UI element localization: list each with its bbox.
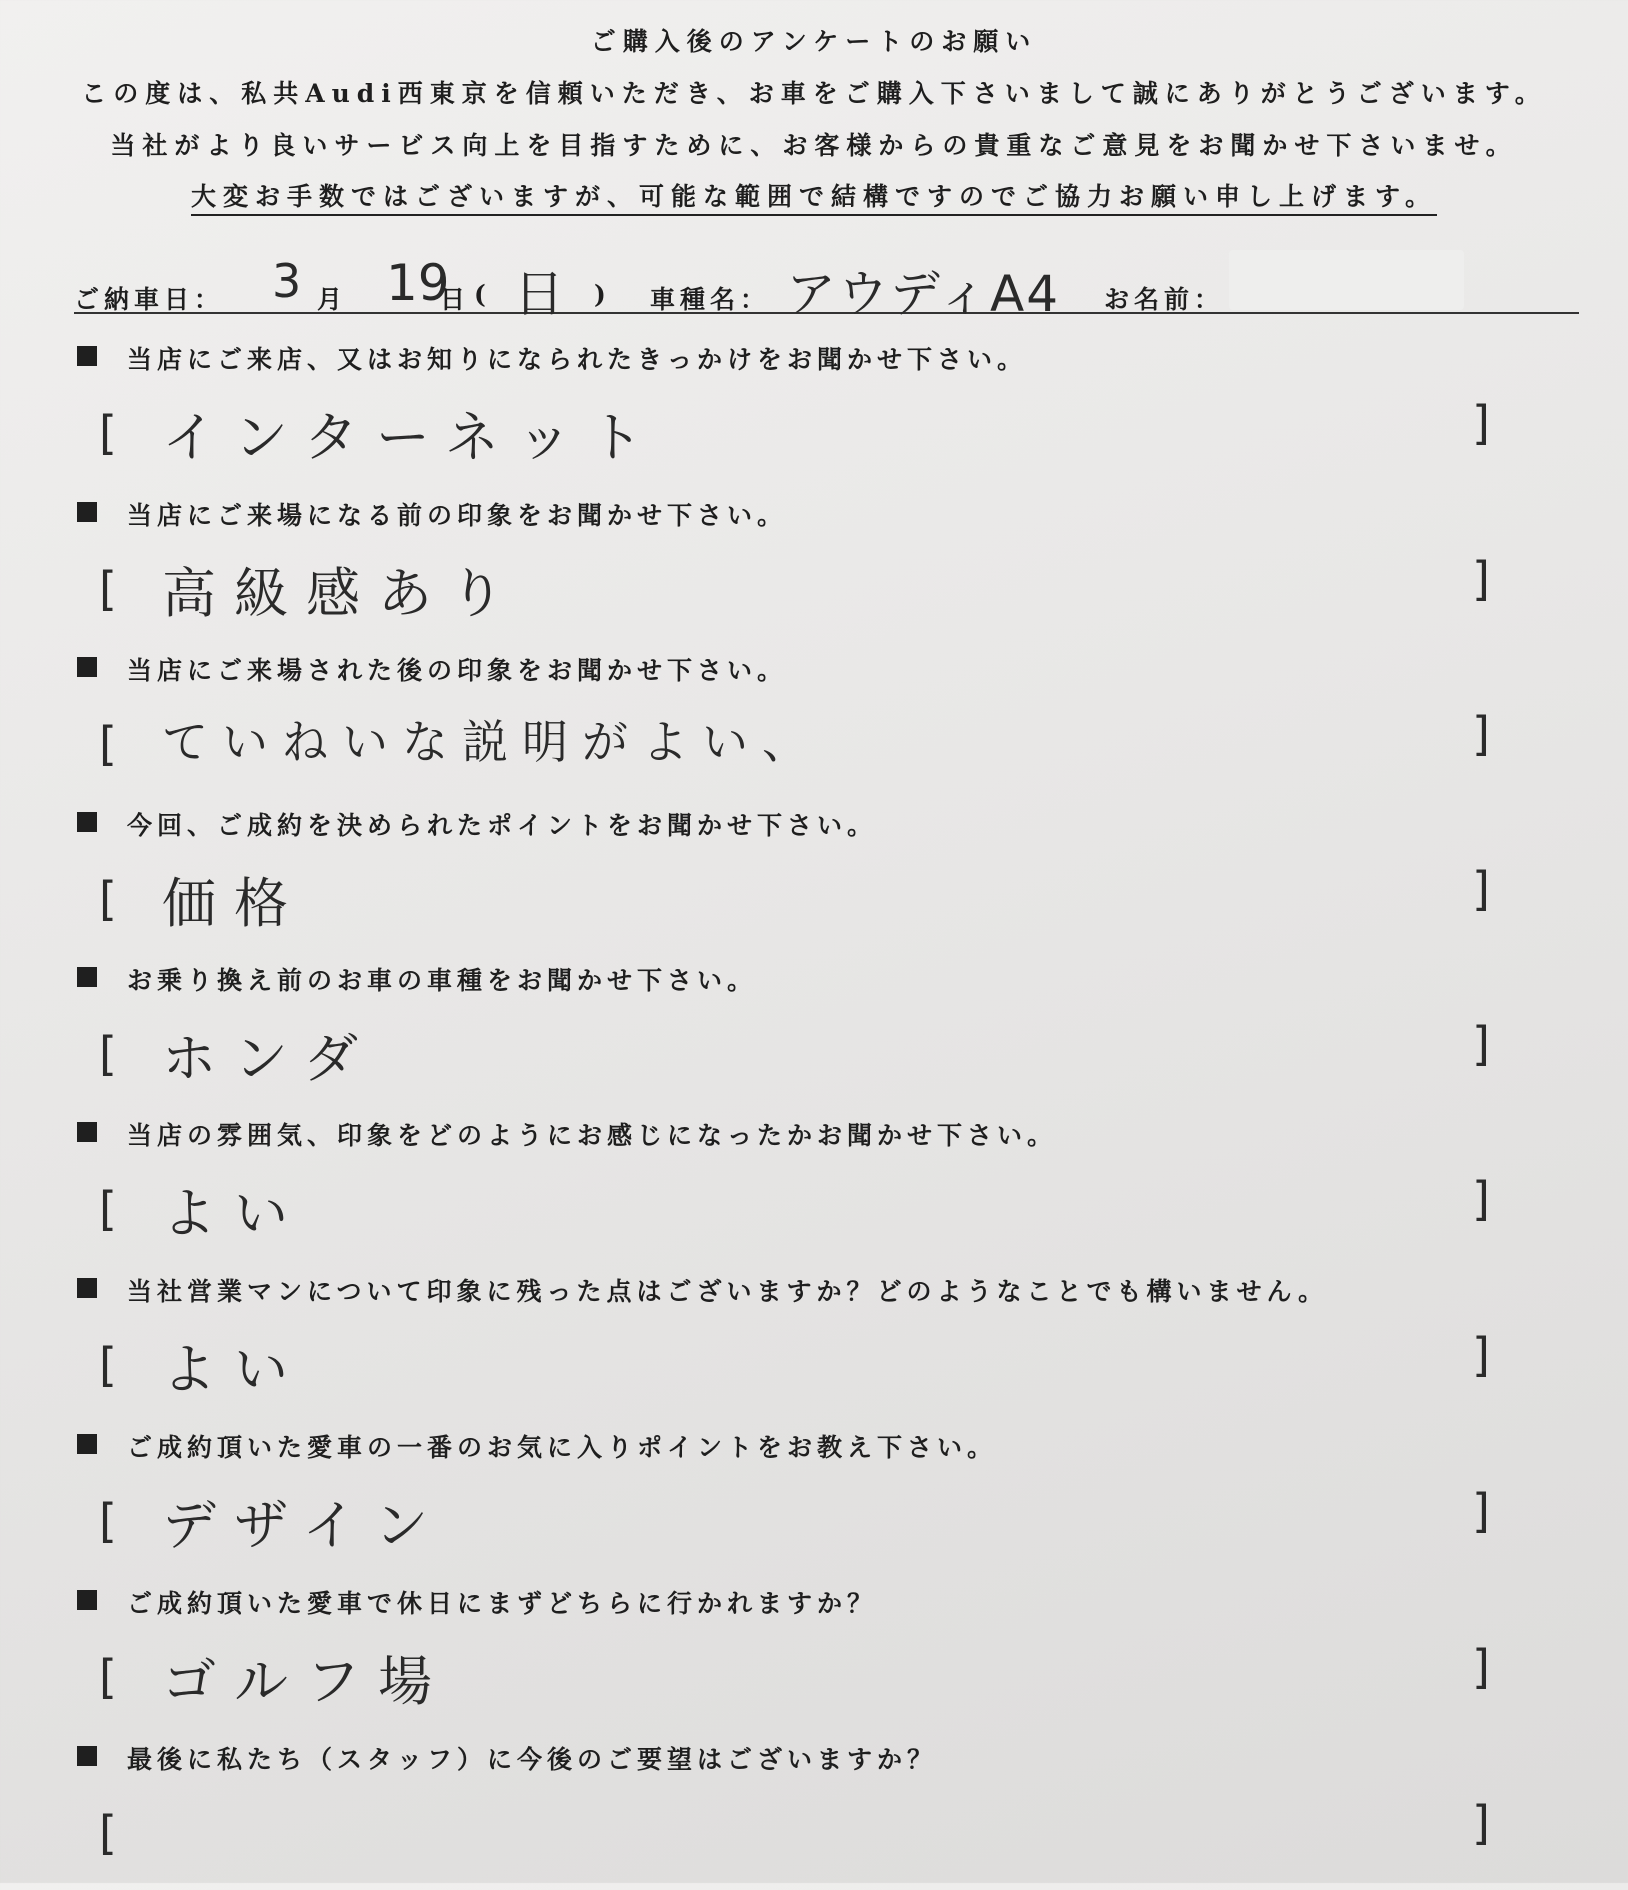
weekday-close-paren: ) bbox=[594, 280, 611, 309]
close-bracket: ] bbox=[1472, 1640, 1490, 1694]
answer-field[interactable]: デザイン bbox=[162, 1494, 447, 1557]
close-bracket: ] bbox=[1472, 862, 1490, 916]
open-bracket: [ bbox=[99, 1182, 117, 1236]
answer-field[interactable]: ていねいな説明がよい、 bbox=[162, 715, 822, 769]
question-text: 当店にご来場になる前の印象をお聞かせ下さい。 bbox=[127, 501, 788, 530]
bullet-square-icon bbox=[77, 1434, 97, 1454]
bullet-square-icon bbox=[77, 967, 97, 987]
answer-field[interactable]: 高級感あり bbox=[162, 562, 522, 625]
bullet-square-icon bbox=[77, 1122, 97, 1142]
bullet-square-icon bbox=[77, 1746, 97, 1766]
delivery-weekday-value[interactable]: 日 bbox=[514, 265, 564, 323]
question-text: 当店にご来店、又はお知りになられたきっかけをお聞かせ下さい。 bbox=[127, 345, 1028, 374]
open-bracket: [ bbox=[99, 562, 117, 616]
answer-field[interactable]: ゴルフ場 bbox=[162, 1650, 450, 1713]
question-text: お乗り換え前のお車の車種をお聞かせ下さい。 bbox=[127, 966, 758, 995]
question-text: 当店の雰囲気、印象をどのようにお感じになったかお聞かせ下さい。 bbox=[127, 1121, 1058, 1150]
question-10 bbox=[77, 1740, 1597, 1890]
bullet-square-icon bbox=[77, 346, 97, 366]
info-row bbox=[74, 250, 1579, 323]
survey-title: ご購入後のアンケートのお願い bbox=[590, 27, 1038, 56]
question-9 bbox=[77, 1584, 1597, 1734]
question-3 bbox=[77, 651, 1597, 801]
close-bracket: ] bbox=[1472, 552, 1490, 606]
question-7 bbox=[77, 1272, 1597, 1422]
question-6 bbox=[77, 1116, 1597, 1266]
close-bracket: ] bbox=[1472, 1328, 1490, 1382]
open-bracket: [ bbox=[99, 1806, 117, 1860]
close-bracket: ] bbox=[1472, 707, 1490, 761]
delivery-day-unit: 日 bbox=[440, 285, 471, 314]
answer-field[interactable]: インターネット bbox=[162, 406, 662, 469]
open-bracket: [ bbox=[99, 717, 117, 771]
question-8 bbox=[77, 1428, 1597, 1578]
bullet-square-icon bbox=[77, 502, 97, 522]
question-text: 当店にご来場された後の印象をお聞かせ下さい。 bbox=[127, 656, 788, 685]
open-bracket: [ bbox=[99, 1650, 117, 1704]
question-text: ご成約頂いた愛車の一番のお気に入りポイントをお教え下さい。 bbox=[127, 1433, 998, 1462]
question-text: 最後に私たち（スタッフ）に今後のご要望はございますか？ bbox=[127, 1745, 938, 1774]
open-bracket: [ bbox=[99, 872, 117, 926]
car-model-value[interactable]: アウディA4 bbox=[786, 265, 1061, 323]
bullet-square-icon bbox=[77, 812, 97, 832]
question-text: ご成約頂いた愛車で休日にまずどちらに行かれますか？ bbox=[127, 1589, 878, 1618]
question-5 bbox=[77, 961, 1597, 1111]
delivery-date-label: ご納車日： bbox=[74, 285, 225, 314]
customer-name-label: お名前： bbox=[1104, 285, 1225, 314]
close-bracket: ] bbox=[1472, 1172, 1490, 1226]
answer-field[interactable]: 価格 bbox=[162, 872, 306, 935]
customer-name-redacted[interactable] bbox=[1229, 250, 1464, 310]
answer-field[interactable]: よい bbox=[162, 1182, 306, 1245]
bullet-square-icon bbox=[77, 1278, 97, 1298]
intro-line-3 bbox=[0, 177, 1628, 213]
open-bracket: [ bbox=[99, 1494, 117, 1548]
close-bracket: ] bbox=[1472, 1796, 1490, 1850]
car-model-label: 車種名： bbox=[650, 285, 771, 314]
close-bracket: ] bbox=[1472, 396, 1490, 450]
open-bracket: [ bbox=[99, 406, 117, 460]
weekday-open-paren: ( bbox=[474, 280, 491, 309]
intro-line-1: この度は、私共Audi西東京を信頼いただき、お車をご購入下さいまして誠にありがとうございます。 bbox=[81, 79, 1547, 108]
close-bracket: ] bbox=[1472, 1017, 1490, 1071]
question-1 bbox=[77, 340, 1597, 490]
question-4 bbox=[77, 806, 1597, 956]
open-bracket: [ bbox=[99, 1338, 117, 1392]
delivery-month-unit: 月 bbox=[317, 285, 348, 314]
answer-field[interactable]: ホンダ bbox=[162, 1027, 376, 1090]
delivery-month-value[interactable]: 3 bbox=[272, 254, 302, 308]
intro-line-3-text: 大変お手数ではございますが、可能な範囲で結構ですのでご協力お願い申し上げます。 bbox=[191, 182, 1437, 216]
open-bracket: [ bbox=[99, 1027, 117, 1081]
question-text: 今回、ご成約を決められたポイントをお聞かせ下さい。 bbox=[127, 811, 878, 840]
close-bracket: ] bbox=[1472, 1484, 1490, 1538]
intro-line-2: 当社がより良いサービス向上を目指すために、お客様からの貴重なご意見をお聞かせ下さいませ。 bbox=[110, 131, 1518, 160]
delivery-day-value[interactable]: 19 bbox=[386, 254, 450, 312]
bullet-square-icon bbox=[77, 657, 97, 677]
answer-field[interactable]: よい bbox=[162, 1338, 306, 1401]
bullet-square-icon bbox=[77, 1590, 97, 1610]
question-text: 当社営業マンについて印象に残った点はございますか？どのようなことでも構いません。 bbox=[127, 1277, 1329, 1306]
question-2 bbox=[77, 496, 1597, 646]
